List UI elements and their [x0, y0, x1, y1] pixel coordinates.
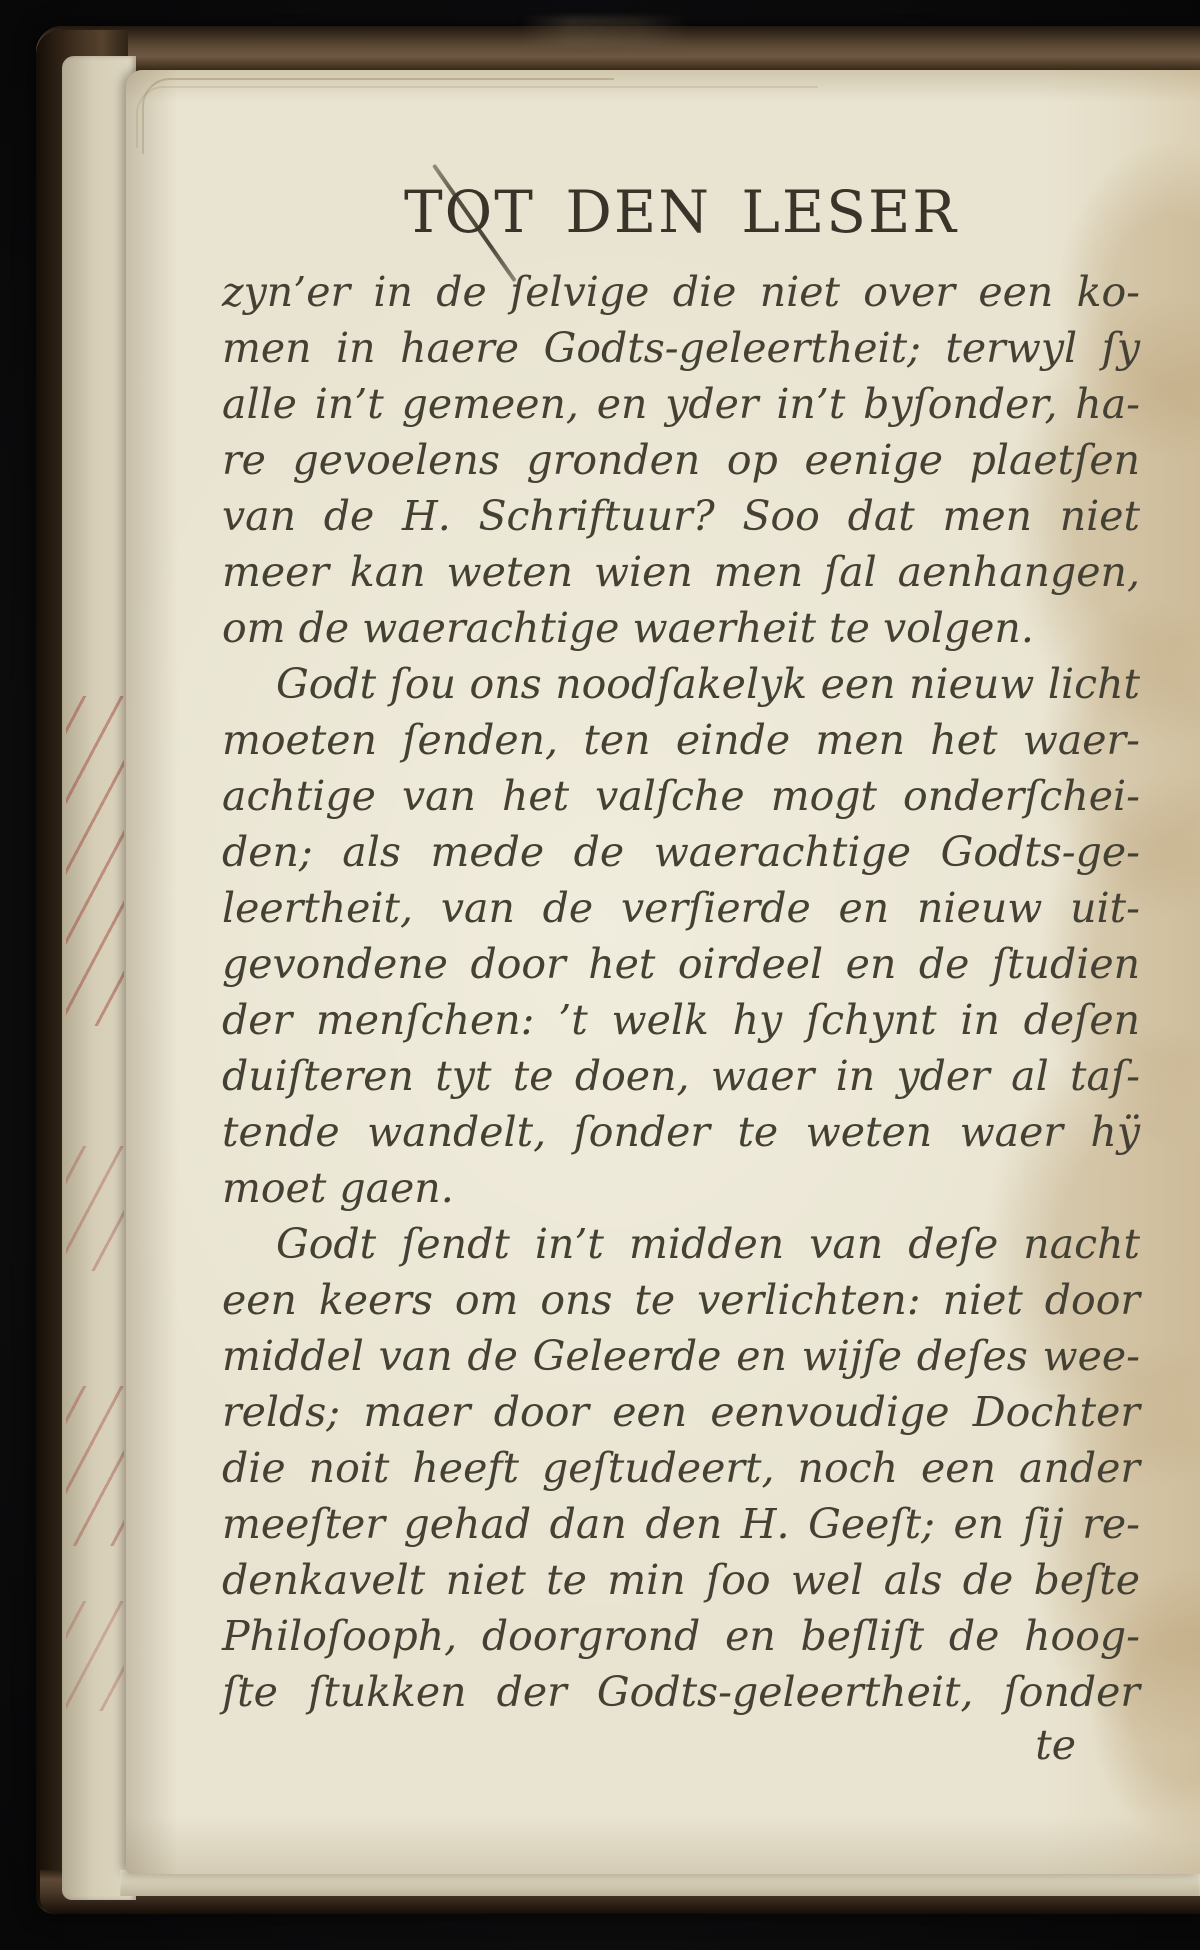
- text-line: men in haere Godts-geleertheit; terwyl ſy: [222, 324, 1140, 372]
- text-line: Godt ſou ons noodſakelyk een nieuw licht: [276, 660, 1140, 708]
- text-line: alle in’t gemeen, en yder in’t byſonder, ha-: [222, 380, 1140, 428]
- text-line: Godt ſendt in’t midden van deſe nacht: [276, 1220, 1140, 1268]
- book-page: [126, 70, 1200, 1874]
- text-line: duiſteren tyt te doen, waer in yder al taſ-: [222, 1052, 1140, 1100]
- text-line: re gevoelens gronden op eenige plaetſen: [222, 436, 1140, 484]
- text-line: achtige van het valſche mogt onderſchei-: [222, 772, 1140, 820]
- text-line: moet gaen.: [222, 1164, 454, 1212]
- text-line: meeſter gehad dan den H. Geeſt; en ſij re-: [222, 1500, 1140, 1548]
- text-line: den; als mede de waerachtige Godts-ge-: [222, 828, 1140, 876]
- text-line: een keers om ons te verlichten: niet door: [222, 1276, 1140, 1324]
- catchword: te: [1035, 1721, 1076, 1769]
- red-edge-speckles: [66, 696, 124, 1026]
- underlying-page-edge: [142, 78, 614, 154]
- body-text: [222, 264, 1140, 1720]
- text-line: tende wandelt, ſonder te weten waer hÿ: [222, 1108, 1140, 1156]
- text-line: Philoſooph, doorgrond en beſliſt de hoog-: [222, 1612, 1140, 1660]
- text-line: moeten ſenden, ten einde men het waer-: [222, 716, 1140, 764]
- text-line: om de waerachtige waerheit te volgen.: [222, 604, 1034, 652]
- red-edge-speckles: [66, 1146, 124, 1271]
- text-line: meer kan weten wien men ſal aenhangen,: [222, 548, 1140, 596]
- underlying-page-edge: [136, 86, 818, 148]
- red-edge-speckles: [66, 1386, 124, 1546]
- text-line: gevondene door het oirdeel en de ſtudien: [222, 940, 1140, 988]
- text-line: van de H. Schriftuur? Soo dat men niet: [222, 492, 1140, 540]
- text-line: denkavelt niet te min ſoo wel als de beſte: [222, 1556, 1140, 1604]
- page-title: TOT DEN LESER: [404, 178, 958, 246]
- text-line: die noit heeft geſtudeert, noch een ander: [222, 1444, 1140, 1492]
- text-line: zyn’er in de ſelvige die niet over een ko-: [222, 268, 1140, 316]
- text-line: middel van de Geleerde en wijſe deſes wee-: [222, 1332, 1140, 1380]
- text-line: relds; maer door een eenvoudige Dochter: [222, 1388, 1140, 1436]
- red-edge-speckles: [66, 1601, 124, 1711]
- top-edge-smudge: [520, 16, 690, 46]
- text-line: der menſchen: ’t welk hy ſchynt in deſen: [222, 996, 1140, 1044]
- page-edge-stack: [62, 56, 136, 1900]
- text-block: [222, 178, 1140, 1776]
- text-line: ſte ſtukken der Godts-geleertheit, ſonder: [222, 1668, 1140, 1716]
- text-line: leertheit, van de verſierde en nieuw uit-: [222, 884, 1140, 932]
